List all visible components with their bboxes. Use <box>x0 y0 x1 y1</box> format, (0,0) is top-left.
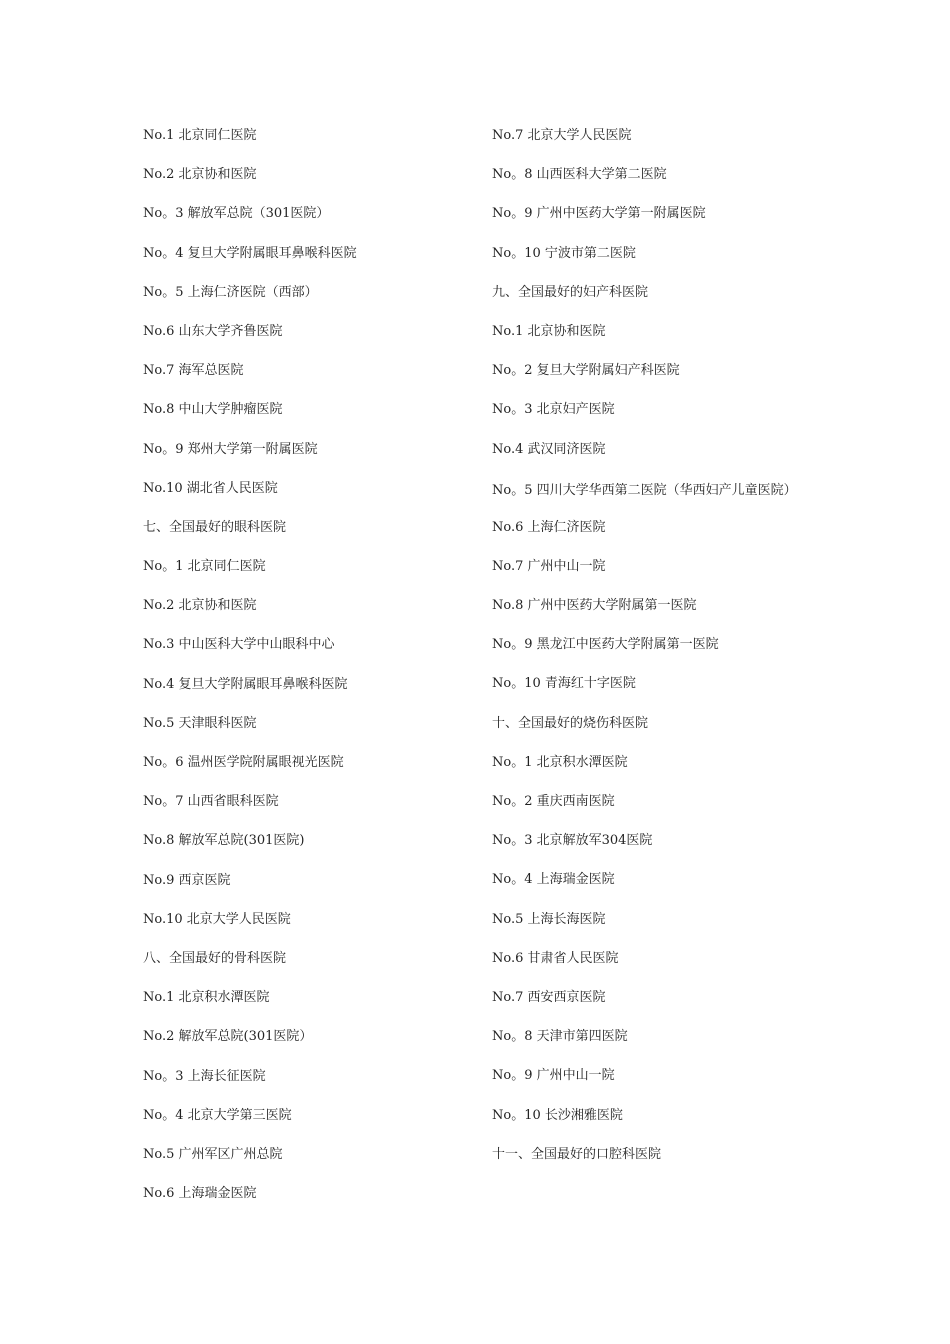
list-item: No.8 广州中医药大学附属第一医院 <box>492 598 697 614</box>
list-item: No。3 上海长征医院 <box>143 1068 266 1084</box>
list-item: No。10 长沙湘雅医院 <box>492 1107 623 1123</box>
list-item: No.5 天津眼科医院 <box>143 715 257 731</box>
list-item: No。9 广州中医药大学第一附属医院 <box>492 206 706 222</box>
list-item: No.6 上海仁济医院 <box>492 519 606 535</box>
list-item: No。3 解放军总院（301医院） <box>143 206 330 222</box>
list-item: No.5 上海长海医院 <box>492 911 606 927</box>
list-item: No。4 北京大学第三医院 <box>143 1107 292 1123</box>
list-item: No。6 温州医学院附属眼视光医院 <box>143 755 344 770</box>
list-item: No.1 北京同仁医院 <box>143 128 257 143</box>
list-item: No。10 青海红十字医院 <box>492 676 636 692</box>
list-item: No。9 郑州大学第一附属医院 <box>143 441 318 457</box>
list-item: No.10 北京大学人民医院 <box>143 911 291 927</box>
list-item: No。4 上海瑞金医院 <box>492 872 615 888</box>
list-item: No.7 广州中山一院 <box>492 558 606 574</box>
list-item: No。5 四川大学华西第二医院（华西妇产儿童医院） <box>492 482 797 498</box>
list-item: No.1 北京协和医院 <box>492 323 606 339</box>
section-heading: 七、全国最好的眼科医院 <box>143 519 287 535</box>
list-item: No。4 复旦大学附属眼耳鼻喉科医院 <box>143 245 357 261</box>
list-item: No。10 宁波市第二医院 <box>492 245 636 261</box>
list-item: No.4 复旦大学附属眼耳鼻喉科医院 <box>143 676 348 692</box>
list-item: No。5 上海仁济医院（西部） <box>143 284 318 300</box>
list-item: No.8 解放军总院(301医院) <box>143 833 305 849</box>
list-item: No。2 复旦大学附属妇产科医院 <box>492 363 680 379</box>
section-heading: 九、全国最好的妇产科医院 <box>492 284 649 300</box>
list-item: No。9 广州中山一院 <box>492 1068 615 1084</box>
list-item: No.7 海军总医院 <box>143 363 244 379</box>
list-item: No.9 西京医院 <box>143 872 231 888</box>
list-item: No.4 武汉同济医院 <box>492 441 606 457</box>
list-item: No.5 广州军区广州总院 <box>143 1146 283 1162</box>
section-heading: 十、全国最好的烧伤科医院 <box>492 715 649 731</box>
section-heading: 八、全国最好的骨科医院 <box>143 950 287 966</box>
list-item: No.8 中山大学肿瘤医院 <box>143 402 283 418</box>
list-item: No.2 北京协和医院 <box>143 598 257 614</box>
list-item: No.7 西安西京医院 <box>492 989 606 1005</box>
right-column <box>492 126 817 1184</box>
list-item: No.6 上海瑞金医院 <box>143 1186 257 1202</box>
section-heading: 十一、全国最好的口腔科医院 <box>492 1146 662 1162</box>
list-item: No.2 北京协和医院 <box>143 167 257 183</box>
list-item: No。3 北京妇产医院 <box>492 402 615 418</box>
list-item: No.6 山东大学齐鲁医院 <box>143 323 283 339</box>
list-item: No.6 甘肃省人民医院 <box>492 950 619 966</box>
list-item: No。8 山西医科大学第二医院 <box>492 167 667 183</box>
list-item: No。8 天津市第四医院 <box>492 1029 628 1045</box>
list-item: No。2 重庆西南医院 <box>492 794 615 809</box>
list-item: No。3 北京解放军304医院 <box>492 833 653 849</box>
list-item: No。7 山西省眼科医院 <box>143 794 279 810</box>
list-item: No.10 湖北省人民医院 <box>143 480 278 496</box>
list-item: No。1 北京积水潭医院 <box>492 754 628 770</box>
list-item: No.1 北京积水潭医院 <box>143 990 270 1006</box>
list-item: No。1 北京同仁医院 <box>143 559 266 575</box>
left-column <box>143 126 473 1223</box>
list-item: No。9 黑龙江中医药大学附属第一医院 <box>492 637 719 653</box>
list-item: No.2 解放军总院(301医院） <box>143 1029 313 1045</box>
list-item: No.7 北京大学人民医院 <box>492 128 632 143</box>
list-item: No.3 中山医科大学中山眼科中心 <box>143 637 335 653</box>
